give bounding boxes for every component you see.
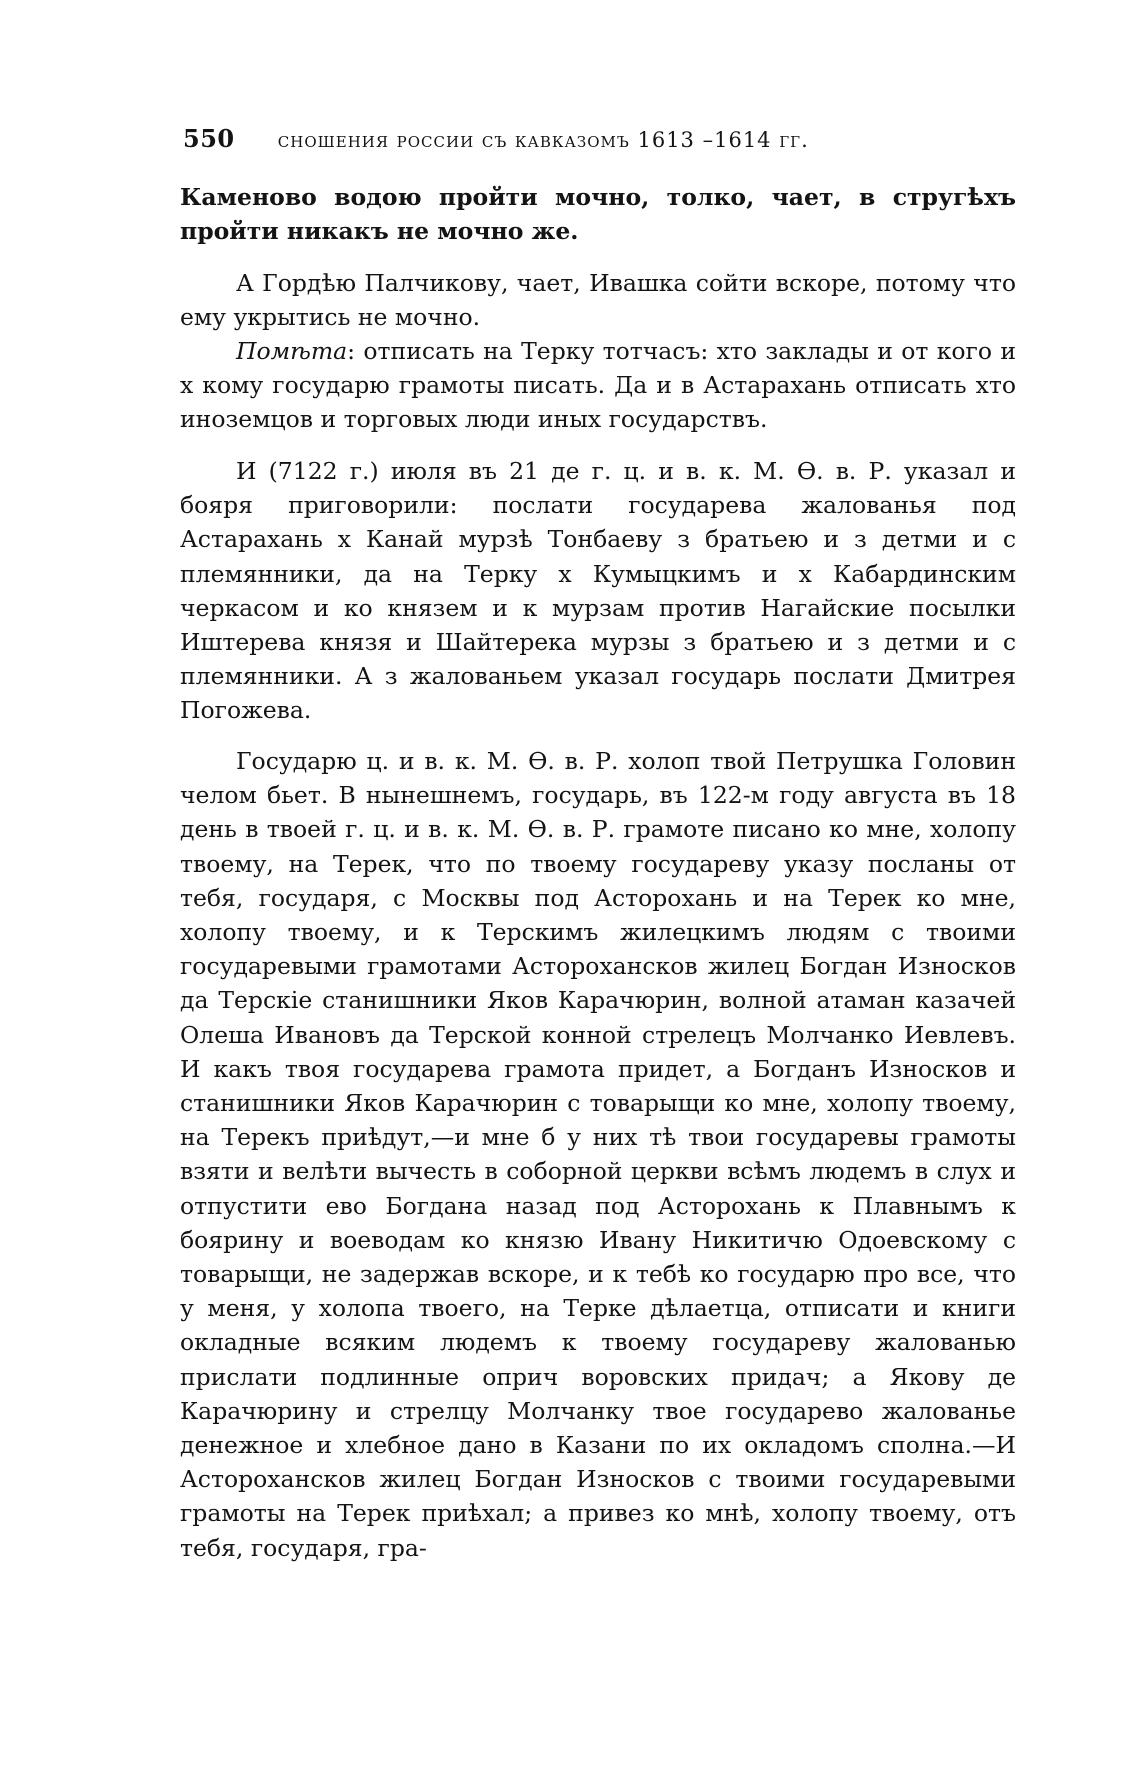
- paragraph-text: Государю ц. и в. к. М. Ѳ. в. Р. холоп твой Петрушка Головин челом бьет. В нынешнемъ, государь, въ 122-м году августа въ 18 день в твоей г. ц. и в. к. М. Ѳ. в. Р. грамоте писано ко мне, холопу твоему, на Терек, что по твоему государеву указу посланы от тебя, государя, с Москвы под Асторохань и на Терек ко мне, холопу твоему, и к Терскимъ жилецкимъ людям с твоими государевыми грамотами Асторохансков жилец Богдан Износков да Терскіе станишники Яков Карачюрин, волной атаман казачей Олеша Ивановъ да Терской конной стрелецъ Молчанко Иевлевъ. И какъ твоя государева грамота придет, а Богданъ Износков и станишники Яков Карачюрин с товарыщи ко мне, холопу твоему, на Терекъ приѣдут,—и мне б у них тѣ твои государевы грамоты взяти и велѣти вычесть в соборной церкви всѣмъ людемъ в слух и отпустити ево Богдана назад под Асторохань к Плавнымъ к боярину и воеводам ко князю Ивану Никитичю Одоевскому с товарыщи, не задержав вскоре, и к тебѣ ко государю про все, что у меня, у холопа твоего, на Терке дѣлаетца, отписати и книги окладные всяким людемъ к твоему государеву жалованью прислати подлинные оприч воровских придач; а Якову де Карачюрину и стрелцу Молчанку твое государево жалованье денежное и хлебное дано в Казани по их окладомъ сполна.—И Асторохансков жилец Богдан Износков с твоими государевыми грамоты на Терек приѣхал; а привез ко мнѣ, холопу твоему, отъ тебя, государя, гра-: [180, 747, 1016, 1562]
- paragraph-gordey: [180, 266, 1016, 334]
- paragraph-petition: [180, 744, 1016, 1565]
- page-number: 550: [183, 124, 235, 153]
- paragraph-text: [180, 334, 1016, 437]
- paragraph-continuation: [180, 180, 1016, 248]
- paragraph-text: И (7122 г.) июля въ 21 де г. ц. и в. к. М. Ѳ. в. Р. указал и бояря приговорили: послати государева жалованья под Астарахань х Канай мурзѣ Тонбаеву з братьею и з детми и с племянники, да на Терку х Кумыцкимъ и х Кабардинским черкасом и ко князем и к мурзам против Нагайские посылки Иштерева князя и Шайтерека мурзы з братьею и з детми и с племянники. А з жалованьем указал государь послати Дмитрея Погожева.: [180, 457, 1016, 725]
- page-header: [183, 124, 1023, 154]
- running-title: сношения россии съ кавказомъ 1613 –1614 гг.: [277, 128, 809, 152]
- paragraph-text: А Гордѣю Палчикову, чает, Ивашка сойти вскоре, потому что ему укрытись не мочно.: [180, 269, 1016, 332]
- paragraph-decree: [180, 454, 1016, 728]
- paragraph-text: Каменово водою пройти мочно, толко, чает, в стругѣхъ пройти никакъ не мочно же.: [180, 183, 1016, 246]
- pometa-text: : отписать на Терку тотчасъ: хто заклады и от кого и х кому государю грамоты писать. Да и в Астарахань отписать хто иноземцов и торговых люди иных государствъ.: [180, 337, 1016, 434]
- paragraph-pometa: [180, 334, 1016, 437]
- pometa-label: Помѣта: [236, 337, 348, 365]
